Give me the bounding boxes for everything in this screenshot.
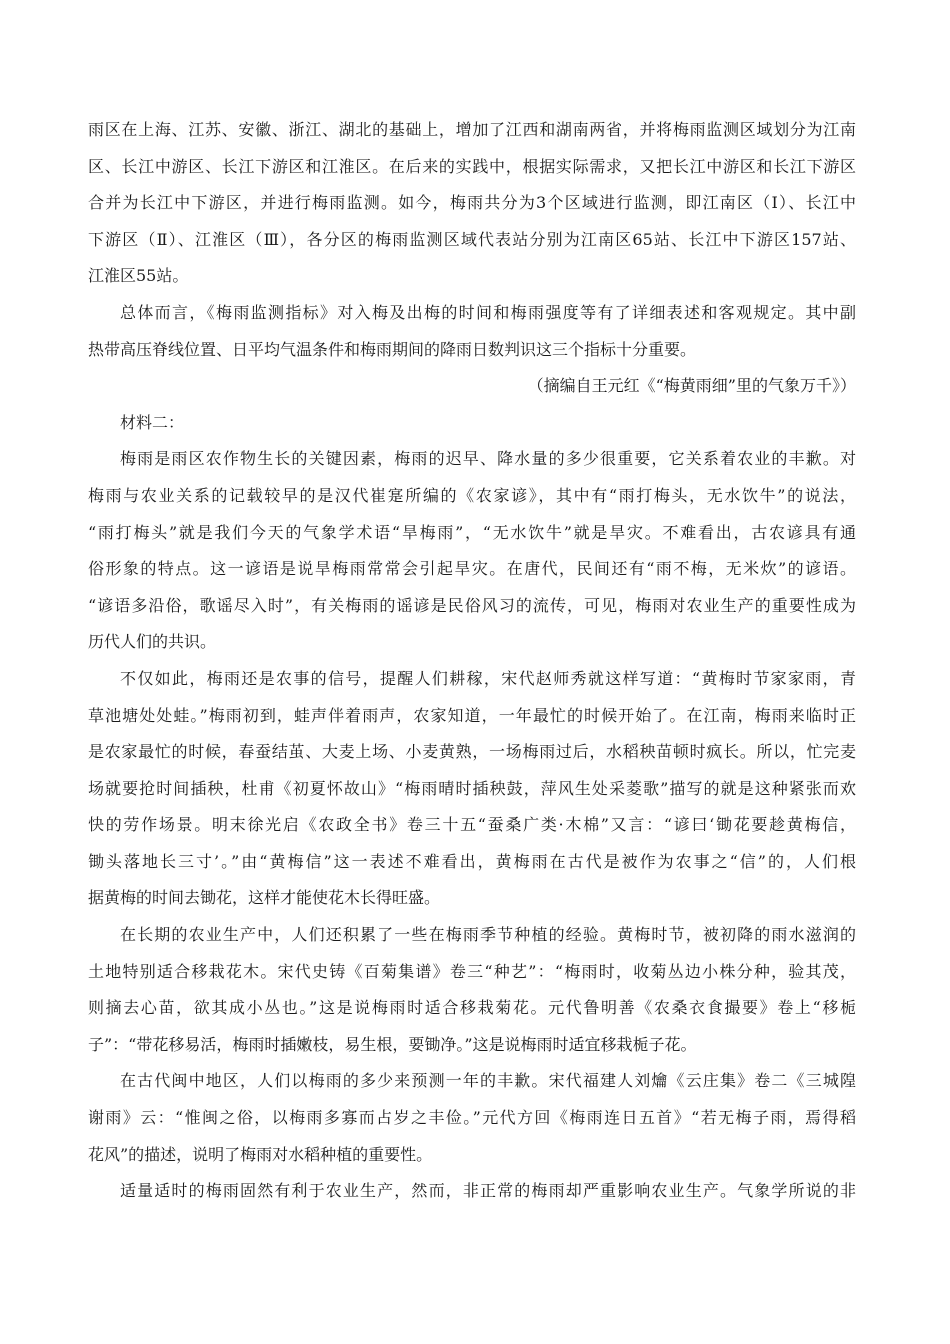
text-line: 下游区（Ⅱ）、江淮区（Ⅲ），各分区的梅雨监测区域代表站分别为江南区65站、长江中下游区157站、 [88,229,856,249]
text-line: “谚语多沿俗，歌谣尽入时”，有关梅雨的谣谚是民俗风习的流传，可见，梅雨对农业生产的重要性成为 [88,595,856,615]
text-line: 子”：“带花移易活，梅雨时插嫩枝，易生根，要锄净。”这是说梅雨时适宜移栽栀子花。 [88,1034,697,1054]
text-line: 则摘去心苗，欲其成小丛也。”这是说梅雨时适合移栽菊花。元代鲁明善《农桑衣食撮要》卷上“移栀 [88,998,856,1018]
text-line: 热带高压脊线位置、日平均气温条件和梅雨期间的降雨日数判识这三个指标十分重要。 [88,339,697,359]
text-line: 不仅如此，梅雨还是农事的信号，提醒人们耕稼，宋代赵师秀就这样写道：“黄梅时节家家雨，青 [120,668,856,688]
text-line: 草池塘处处蛙。”梅雨初到，蛙声伴着雨声，农家知道，一年最忙的时候开始了。在江南，梅雨来临时正 [88,705,856,725]
text-line: 在古代闽中地区，人们以梅雨的多少来预测一年的丰歉。宋代福建人刘爚《云庄集》卷二《三城隍 [120,1071,856,1091]
text-line: 谢雨》云：“惟闽之俗，以梅雨多寡而占岁之丰俭。”元代方回《梅雨连日五首》“若无梅子雨，焉得稻 [88,1108,856,1128]
text-line: 据黄梅的时间去锄花，这样才能使花木长得旺盛。 [88,888,441,908]
text-line: 花风”的描述，说明了梅雨对水稻种植的重要性。 [88,1144,433,1164]
text-line: 江淮区55站。 [88,266,189,286]
text-line: 区、长江中游区、长江下游区和江淮区。在后来的实践中，根据实际需求，又把长江中游区和长江下游区 [88,156,856,176]
source-citation: （摘编自王元红《“梅黄雨细”里的气象万千》） [527,376,856,396]
text-line: 雨区在上海、江苏、安徽、浙江、湖北的基础上，增加了江西和湖南两省，并将梅雨监测区域划分为江南 [88,120,856,139]
text-line: 在长期的农业生产中，人们还积累了一些在梅雨季节种植的经验。黄梅时节，被初降的雨水滋润的 [120,925,856,945]
text-line: 土地特别适合移栽花木。宋代史铸《百菊集谱》卷三“种艺”：“梅雨时，收菊丛边小株分种，验其茂， [88,961,856,981]
text-line: 快的劳作场景。明末徐光启《农政全书》卷三十五“蚕桑广类·木棉”又言：“谚曰‘锄花要趁黄梅信， [88,815,856,835]
text-line: 锄头落地长三寸’。”由“黄梅信”这一表述不难看出，黄梅雨在古代是被作为农事之“信”的，人们根 [88,851,856,871]
text-line: 材料二： [120,412,185,432]
text-line: 适量适时的梅雨固然有利于农业生产，然而，非正常的梅雨却严重影响农业生产。气象学所说的非 [120,1181,856,1201]
text-line: 梅雨与农业关系的记载较早的是汉代崔寔所编的《农家谚》，其中有“雨打梅头，无水饮牛”的说法， [88,485,856,505]
text-line: 场就要抢时间插秧，杜甫《初夏怀故山》“梅雨晴时插秧鼓，萍风生处采菱歌”描写的就是这种紧张而欢 [88,778,856,798]
text-line: 是农家最忙的时候，春蚕结茧、大麦上场、小麦黄熟，一场梅雨过后，水稻秧苗顿时疯长。所以，忙完麦 [88,742,856,762]
text-line: 合并为长江中下游区，并进行梅雨监测。如今，梅雨共分为3个区域进行监测，即江南区（Ⅰ）、长江中 [88,193,856,213]
text-line: 总体而言，《梅雨监测指标》对入梅及出梅的时间和梅雨强度等有了详细表述和客观规定。其中副 [120,302,856,322]
text-line: 历代人们的共识。 [88,632,217,652]
text-line: 梅雨是雨区农作物生长的关键因素，梅雨的迟早、降水量的多少很重要，它关系着农业的丰歉。对 [120,449,856,469]
document-body [88,112,856,1210]
text-line: “雨打梅头”就是我们今天的气象学术语“旱梅雨”，“无水饮牛”就是旱灾。不难看出，古农谚具有通 [88,522,856,542]
text-line: 俗形象的特点。这一谚语是说旱梅雨常常会引起旱灾。在唐代，民间还有“雨不梅，无米炊”的谚语。 [88,559,856,579]
